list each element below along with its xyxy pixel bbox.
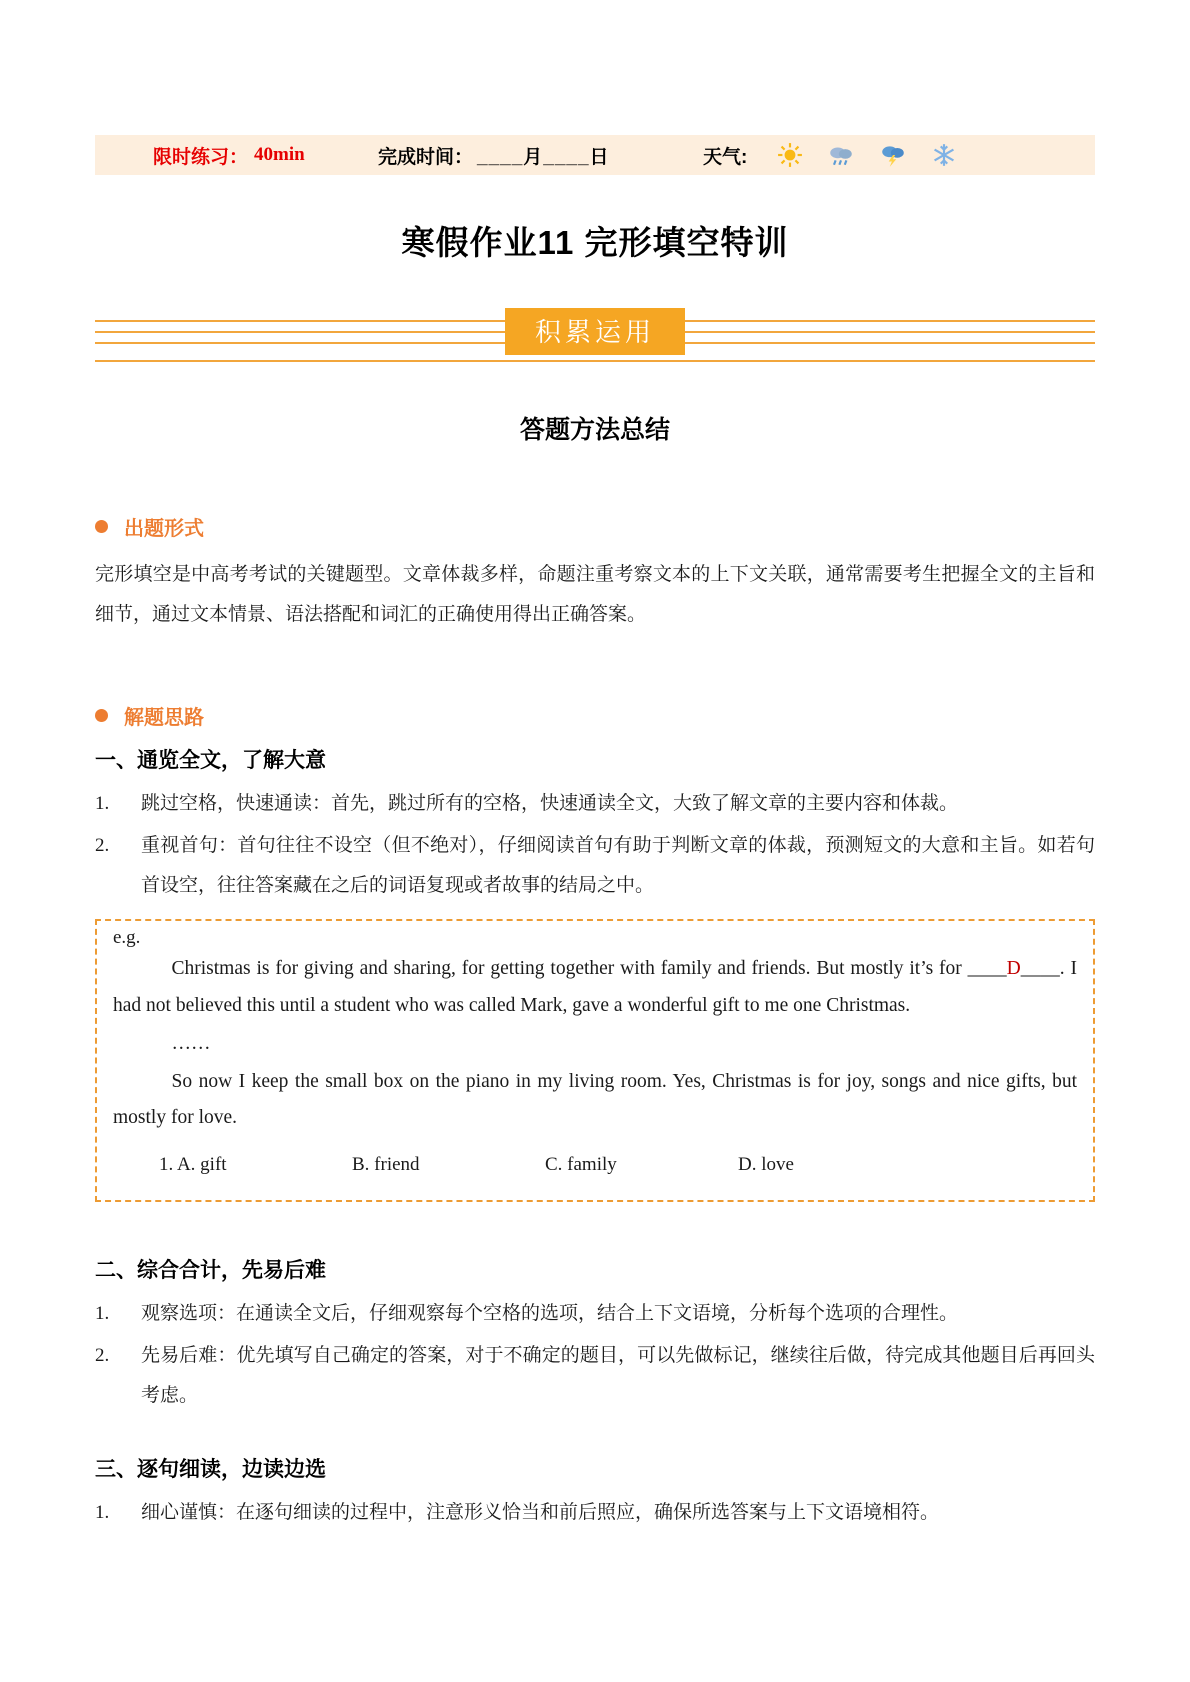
- rain-cloud-icon: [827, 142, 855, 168]
- timed-practice: [153, 135, 305, 175]
- sub-heading-2: 二、综合合计，先易后难: [95, 1258, 326, 1282]
- bullet-icon: [95, 520, 108, 533]
- list-item-number: 1.: [95, 1502, 110, 1524]
- example-paragraph-1: [113, 951, 1077, 1023]
- completion-time: [378, 135, 610, 175]
- snowflake-icon: [931, 142, 957, 168]
- list-item: [95, 1294, 1095, 1334]
- page-title: 寒假作业11 完形填空特训: [401, 224, 789, 261]
- sub-heading-1: 一、通览全文，了解大意: [95, 748, 326, 772]
- heading-solving-idea: [95, 701, 1095, 730]
- list-item: [95, 784, 1095, 824]
- section-subtitle: 答题方法总结: [519, 416, 670, 444]
- sun-icon: [777, 142, 803, 168]
- completion-time-blank: ____月____日: [477, 146, 610, 168]
- timed-practice-label: 限时练习：: [153, 146, 249, 168]
- example-label: e.g.: [113, 927, 141, 949]
- sub-heading-3: 三、逐句细读，边读边选: [95, 1458, 326, 1482]
- example-paragraph-1-pre: Christmas is for giving and sharing, for getting together with family and friends. But mostly it’s for ____: [171, 958, 1007, 980]
- example-box: [95, 919, 1095, 1201]
- list-item-number: 2.: [95, 834, 110, 856]
- banner-underline: [95, 360, 1095, 362]
- option-c: C. family: [545, 1153, 617, 1175]
- bullet-icon: [95, 709, 108, 722]
- list-item-text: 观察选项：在通读全文后，仔细观察每个空格的选项，结合上下文语境，分析每个选项的合理性。: [141, 1302, 959, 1324]
- heading-question-form-label: 出题形式: [124, 518, 204, 540]
- completion-time-label: 完成时间：: [378, 146, 474, 168]
- question-form-body: 完形填空是中高考考试的关键题型。文章体裁多样，命题注重考察文本的上下文关联，通常需要考生把握全文的主旨和细节，通过文本情景、语法搭配和词汇的正确使用得出正确答案。: [95, 564, 1095, 625]
- storm-cloud-icon: [879, 142, 907, 168]
- list-item: [95, 1336, 1095, 1416]
- example-paragraph-2: So now I keep the small box on the piano in my living room. Yes, Christmas is for joy, songs and nice gifts, but mostly for love.: [113, 1070, 1077, 1128]
- list-item-text: 细心谨慎：在逐句细读的过程中，注意形义恰当和前后照应，确保所选答案与上下文语境相符。: [141, 1502, 940, 1524]
- list-item: [95, 826, 1095, 906]
- weather-icons: [777, 142, 957, 168]
- option-d: D. love: [738, 1153, 794, 1175]
- banner-lines-left: [95, 320, 505, 344]
- option-a: 1. A. gift: [159, 1153, 227, 1175]
- options-row: [113, 1154, 1077, 1176]
- timed-practice-value: 40min: [254, 144, 305, 165]
- list-item-text: 先易后难：优先填写自己确定的答案，对于不确定的题目，可以先做标记，继续往后做，待完成其他题目后再回头考虑。: [141, 1344, 1095, 1406]
- list-item-text: 重视首句：首句往往不设空（但不绝对），仔细阅读首句有助于判断文章的体裁，预测短文的大意和主旨。如若句首设空，往往答案藏在之后的词语复现或者故事的结局之中。: [141, 834, 1095, 896]
- option-b: B. friend: [352, 1153, 420, 1175]
- list-item-number: 2.: [95, 1344, 110, 1366]
- list-item: [95, 1493, 1095, 1533]
- weather-field: [703, 135, 957, 175]
- info-bar: [95, 135, 1095, 175]
- heading-solving-idea-label: 解题思路: [124, 706, 204, 729]
- weather-label: 天气:: [703, 146, 748, 168]
- heading-question-form: [95, 512, 1095, 541]
- list-item-number: 1.: [95, 792, 110, 814]
- banner-label: 积累运用: [505, 308, 685, 355]
- list-item-text: 跳过空格，快速通读：首先，跳过所有的空格，快速通读全文，大致了解文章的主要内容和体裁。: [141, 792, 959, 814]
- example-paragraph-1-post: ____. I had not believed this until a student who was called Mark, gave a wonderful gift to me one Christmas.: [113, 958, 1077, 1016]
- blank-answer-letter: D: [1006, 958, 1021, 980]
- section-banner: [95, 308, 1095, 362]
- list-item-number: 1.: [95, 1302, 110, 1324]
- example-ellipsis: ……: [171, 1032, 211, 1054]
- banner-lines-right: [685, 320, 1095, 344]
